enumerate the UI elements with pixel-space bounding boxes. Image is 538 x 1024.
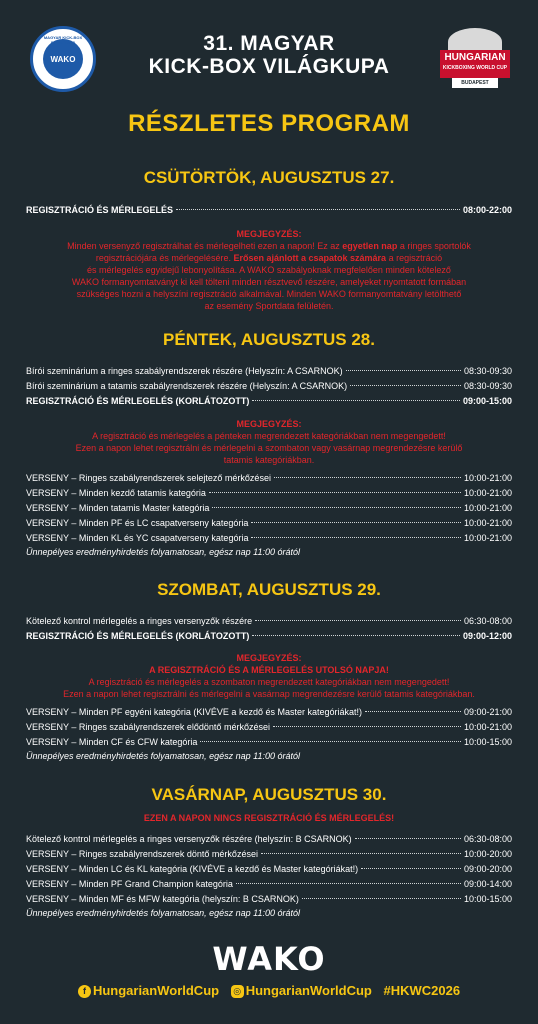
row-label: VERSENY – Ringes szabályrendszerek selejtező mérkőzései — [26, 473, 271, 483]
dot-leader — [273, 726, 461, 727]
schedule-row — [26, 893, 512, 905]
dot-leader — [346, 370, 461, 371]
schedule-row — [26, 878, 512, 890]
schedule-row — [26, 365, 512, 377]
federation-logo-text: MAGYAR KICK-BOX SZÖVETSÉG — [43, 35, 83, 45]
note-text: a ringes sportolók — [399, 241, 471, 251]
schedule-row — [26, 395, 512, 407]
row-time: 09:00-21:00 — [463, 707, 512, 717]
schedule-row — [26, 833, 512, 845]
row-label: REGISZTRÁCIÓ ÉS MÉRLEGELÉS (KORLÁTOZOTT) — [26, 396, 250, 406]
dot-leader — [209, 492, 461, 493]
note-thursday — [26, 228, 512, 312]
row-time: 09:00-12:00 — [462, 631, 512, 641]
dot-leader — [355, 838, 461, 839]
schedule-row — [26, 487, 512, 499]
note-sunday — [26, 812, 512, 824]
row-time: 10:00-15:00 — [463, 894, 512, 904]
federation-logo-center: WAKO — [43, 39, 83, 79]
hashtag[interactable]: #HKWC2026 — [383, 983, 461, 998]
day-title-thursday: CSÜTÖRTÖK, AUGUSZTUS 27. — [143, 168, 395, 187]
note-text: a regisztráció — [388, 253, 443, 263]
dot-leader — [200, 741, 461, 742]
note-line: A regisztráció és mérlegelés a szombaton megrendezett kategóriákban nem megengedett! — [88, 677, 450, 687]
row-time: 09:00-15:00 — [462, 396, 512, 406]
note-line: Ezen a napon lehet regisztrálni és mérlegelni a vasárnap megrendezésre kerülő tatamis kategóriákban. — [63, 689, 475, 699]
row-time: 06:30-08:00 — [463, 616, 512, 626]
main-heading: RÉSZLETES PROGRAM — [128, 110, 410, 137]
row-label: VERSENY – Minden kezdő tatamis kategória — [26, 488, 206, 498]
schedule-row — [26, 380, 512, 392]
dot-leader — [251, 522, 461, 523]
row-label: Kötelező kontrol mérlegelés a ringes versenyzők részére — [26, 616, 253, 626]
dot-leader — [261, 853, 461, 854]
note-text: regisztrációjára és mérlegelésére. — [95, 253, 231, 263]
world-cup-logo-main: HUNGARIAN — [444, 52, 506, 63]
day-title-saturday: SZOMBAT, AUGUSZTUS 29. — [157, 580, 381, 599]
row-label: VERSENY – Minden KL és YC csapatverseny kategória — [26, 533, 249, 543]
row-label: VERSENY – Ringes szabályrendszerek döntő mérkőzései — [26, 849, 258, 859]
note-line — [26, 252, 512, 264]
facebook-handle: HungarianWorldCup — [92, 983, 220, 998]
row-label: VERSENY – Minden PF egyéni kategória (KIVÉVE a kezdő és Master kategóriákat!) — [26, 707, 362, 717]
schedule-row — [26, 517, 512, 529]
schedule-row — [26, 630, 512, 642]
event-title-line1: 31. MAGYAR — [203, 32, 335, 55]
schedule-row — [26, 721, 512, 733]
instagram-link[interactable] — [231, 983, 376, 998]
schedule-row — [26, 736, 512, 748]
row-label: VERSENY – Minden PF Grand Champion kategória — [26, 879, 233, 889]
dot-leader — [176, 209, 460, 210]
row-time: 10:00-20:00 — [463, 849, 512, 859]
world-cup-logo-city: BUDAPEST — [452, 78, 498, 88]
note-line: Ezen a napon lehet regisztrálni és mérlegelni a szombaton vagy vasárnap megrendezésre kerülő — [75, 443, 463, 453]
header — [0, 0, 538, 100]
note-saturday — [26, 652, 512, 700]
row-label: REGISZTRÁCIÓ ÉS MÉRLEGELÉS (KORLÁTOZOTT) — [26, 631, 250, 641]
schedule-row — [26, 204, 512, 216]
row-time: 10:00-21:00 — [463, 722, 512, 732]
instagram-handle: HungarianWorldCup — [245, 983, 372, 998]
wako-logo: WAKO — [212, 940, 326, 978]
schedule-row — [26, 532, 512, 544]
note-highlight: EZEN A NAPON NINCS REGISZTRÁCIÓ ÉS MÉRLEGELÉS! — [143, 813, 395, 823]
row-time: 10:00-21:00 — [463, 488, 512, 498]
dot-leader — [350, 385, 461, 386]
note-text: Minden versenyző regisztrálhat és mérlegelheti ezen a napon! Ez az — [67, 241, 340, 251]
row-time: 10:00-15:00 — [463, 737, 512, 747]
row-label: VERSENY – Minden CF és CFW kategória — [26, 737, 198, 747]
note-highlight: A REGISZTRÁCIÓ ÉS A MÉRLEGELÉS UTOLSÓ NAPJA! — [149, 665, 389, 675]
row-label: VERSENY – Ringes szabályrendszerek elődöntő mérkőzései — [26, 722, 270, 732]
note-title: MEGJEGYZÉS: — [236, 229, 302, 239]
dot-leader — [302, 898, 461, 899]
note-friday — [26, 418, 512, 466]
dot-leader — [252, 635, 460, 636]
dot-leader — [361, 868, 461, 869]
world-cup-logo — [440, 26, 510, 88]
dot-leader — [212, 507, 461, 508]
row-label: VERSENY – Minden PF és LC csapatverseny kategória — [26, 518, 249, 528]
schedule-row — [26, 863, 512, 875]
world-cup-logo-band — [440, 50, 510, 78]
row-time: 10:00-21:00 — [463, 518, 512, 528]
awards-note: Ünnepélyes eredményhirdetés folyamatosan, egész nap 11:00 órától — [26, 908, 301, 918]
note-line: tatamis kategóriákban. — [223, 455, 315, 465]
event-title-line2: KICK-BOX VILÁGKUPA — [148, 55, 390, 78]
world-cup-logo-sub: KICKBOXING WORLD CUP — [442, 65, 508, 71]
row-time: 10:00-21:00 — [463, 473, 512, 483]
schedule-row — [26, 472, 512, 484]
schedule-row — [26, 706, 512, 718]
row-label: VERSENY – Minden LC és KL kategória (KIVÉVE a kezdő és Master kategóriákat!) — [26, 864, 359, 874]
note-emphasis: egyetlen nap — [342, 241, 398, 251]
note-line: és mérlegelés egyidejű lebonyolítása. A WAKO szabályoknak megfelelően minden kötelező — [87, 265, 451, 275]
dot-leader — [251, 537, 461, 538]
note-title: MEGJEGYZÉS: — [236, 653, 302, 663]
facebook-icon: f — [78, 985, 91, 998]
facebook-link[interactable] — [78, 983, 223, 998]
awards-note: Ünnepélyes eredményhirdetés folyamatosan, egész nap 11:00 órától — [26, 751, 301, 761]
schedule-row — [26, 502, 512, 514]
row-time: 08:00-22:00 — [462, 205, 512, 215]
row-label: Kötelező kontrol mérlegelés a ringes versenyzők részére (helyszín: B CSARNOK) — [26, 834, 352, 844]
row-label: REGISZTRÁCIÓ ÉS MÉRLEGELÉS — [26, 205, 174, 215]
note-line: A regisztráció és mérlegelés a pénteken megrendezett kategóriákban nem megengedett! — [92, 431, 446, 441]
row-label: Bírói szeminárium a tatamis szabályrendszerek részére (Helyszín: A CSARNOK) — [26, 381, 348, 391]
row-time: 09:00-20:00 — [463, 864, 512, 874]
row-label: Bírói szeminárium a ringes szabályrendszerek részére (Helyszín: A CSARNOK) — [26, 366, 343, 376]
schedule-row — [26, 615, 512, 627]
day-title-sunday: VASÁRNAP, AUGUSZTUS 30. — [151, 785, 387, 804]
note-line: szükséges hozni a helyszíni regisztráció alkalmával. Minden WAKO formanyomtatvány letölthető — [76, 289, 462, 299]
note-line — [26, 240, 512, 252]
row-time: 09:00-14:00 — [463, 879, 512, 889]
note-emphasis: Erősen ajánlott a csapatok számára — [233, 253, 387, 263]
note-title: MEGJEGYZÉS: — [236, 419, 302, 429]
day-title-friday: PÉNTEK, AUGUSZTUS 28. — [163, 330, 375, 349]
dot-leader — [252, 400, 460, 401]
instagram-icon: ◎ — [231, 985, 244, 998]
schedule-row — [26, 848, 512, 860]
dot-leader — [274, 477, 461, 478]
dot-leader — [255, 620, 461, 621]
row-label: VERSENY – Minden MF és MFW kategória (helyszín: B CSARNOK) — [26, 894, 299, 904]
row-time: 08:30-09:30 — [463, 366, 512, 376]
row-time: 10:00-21:00 — [463, 533, 512, 543]
dot-leader — [236, 883, 461, 884]
note-line: az esemény Sportdata felületén. — [204, 301, 334, 311]
awards-note: Ünnepélyes eredményhirdetés folyamatosan, egész nap 11:00 órától — [26, 547, 301, 557]
dot-leader — [365, 711, 461, 712]
row-time: 10:00-21:00 — [463, 503, 512, 513]
row-time: 08:30-09:30 — [463, 381, 512, 391]
row-time: 06:30-08:00 — [463, 834, 512, 844]
row-label: VERSENY – Minden tatamis Master kategória — [26, 503, 210, 513]
note-line: WAKO formanyomtatványt ki kell tölteni minden résztvevő részére, amelyeket nyomtatott formában — [71, 277, 467, 287]
social-links — [0, 983, 538, 998]
